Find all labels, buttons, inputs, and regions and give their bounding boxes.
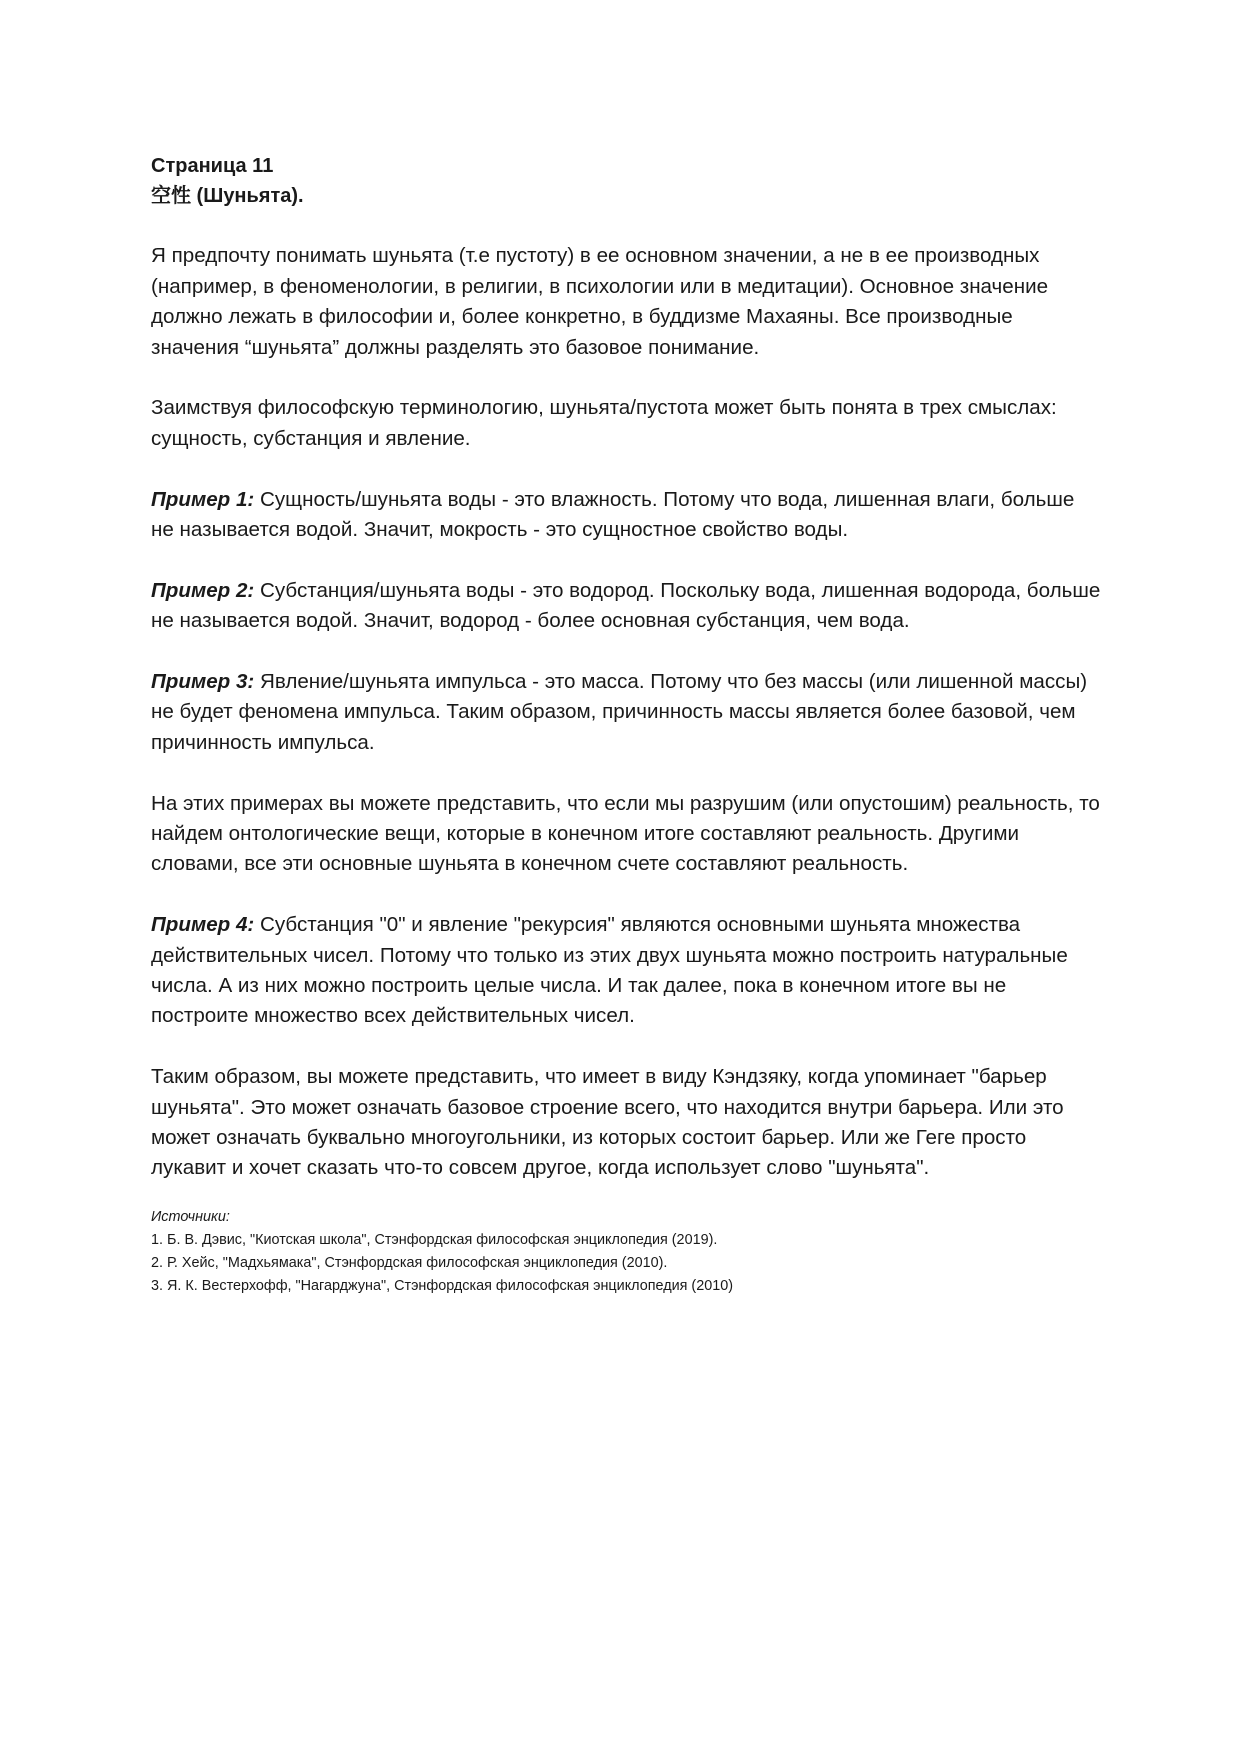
spacer <box>151 454 1101 484</box>
spacer <box>151 1032 1101 1062</box>
paragraph-conclusion <box>151 1062 1101 1184</box>
paragraph-example-1 <box>151 485 1101 546</box>
paragraph-intro <box>151 241 1101 363</box>
paragraph-text: Я предпочту понимать шуньята (т.е пустоту) в ее основном значении, а не в ее производных (например, в феноменологии, в религии, в психологии или в медитации). Основное значение должно лежать в философии и, более конкретно, в буддизме Махаяны. Все производные значения “шуньята” должны разделять это базовое понимание. <box>151 244 1049 359</box>
paragraph-example-3 <box>151 667 1101 758</box>
paragraph-text: Явление/шуньята импульса - это масса. Потому что без массы (или лишенной массы) не будет феномена импульса. Таким образом, причинность массы является более базовой, чем причинность импульса. <box>151 670 1088 754</box>
paragraph-reality <box>151 789 1101 880</box>
paragraph-text: Заимствуя философскую терминологию, шуньята/пустота может быть понята в трех смыслах: сущность, субстанция и явление. <box>151 396 1057 450</box>
paragraph-example-4 <box>151 910 1101 1032</box>
sources-heading: Источники: <box>151 1208 230 1225</box>
paragraph-text: Сущность/шуньята воды - это влажность. Потому что вода, лишенная влаги, больше не называется водой. Значит, мокрость - это сущностное свойство воды. <box>151 487 1075 542</box>
paragraph-lead: Пример 3: <box>151 670 255 694</box>
paragraph-text: Субстанция "0" и явление "рекурсия" являются основными шуньята множества действительных чисел. Потому что только из этих двух шуньята можно построить натуральные числа. А из них можно построить целые числа. И так далее, пока в конечном итоге вы не построите множество всех действительных чисел. <box>151 913 1068 1028</box>
paragraph-text: На этих примерах вы можете представить, что если мы разрушим (или опустошим) реальность, то найдем онтологические вещи, которые в конечном итоге составляют реальность. Другими словами, все эти основные шуньята в конечном счете составляют реальность. <box>151 791 1100 876</box>
page-label: Страница 11 <box>151 155 274 177</box>
paragraph-lead: Пример 4: <box>151 913 255 937</box>
paragraph-text: Таким образом, вы можете представить, что имеет в виду Кэндзяку, когда упоминает "барьер шуньята". Это может означать базовое строение всего, что находится внутри барьера. Или это может означать буквально многоугольники, из которых состоит барьер. Или же Геге просто лукавит и хочет сказать что-то совсем другое, когда использует слово "шуньята". <box>151 1065 1064 1180</box>
paragraph-text: Субстанция/шуньята воды - это водород. Поскольку вода, лишенная водорода, больше не называется водой. Значит, водород - более основная субстанция, чем вода. <box>151 578 1101 633</box>
source-item: 2. Р. Хейс, "Мадхьямака", Стэнфордская философская энциклопедия (2010). <box>151 1254 668 1271</box>
spacer <box>151 758 1101 788</box>
sources-section <box>151 1206 1101 1298</box>
paragraph-lead: Пример 2: <box>151 578 255 602</box>
source-item: 3. Я. К. Вестерхофф, "Нагарджуна", Стэнфордская философская энциклопедия (2010) <box>151 1277 734 1294</box>
spacer <box>151 880 1101 910</box>
paragraph-terminology <box>151 393 1101 454</box>
paragraph-lead: Пример 1: <box>151 487 255 511</box>
document-page <box>151 151 1101 1298</box>
spacer <box>151 363 1101 393</box>
spacer <box>151 545 1101 575</box>
paragraph-example-2 <box>151 576 1101 637</box>
document-title: 空性 (Шуньята). <box>151 185 304 207</box>
spacer <box>151 211 1101 241</box>
spacer <box>151 637 1101 667</box>
source-item: 1. Б. В. Дэвис, "Киотская школа", Стэнфордская философская энциклопедия (2019). <box>151 1231 718 1248</box>
